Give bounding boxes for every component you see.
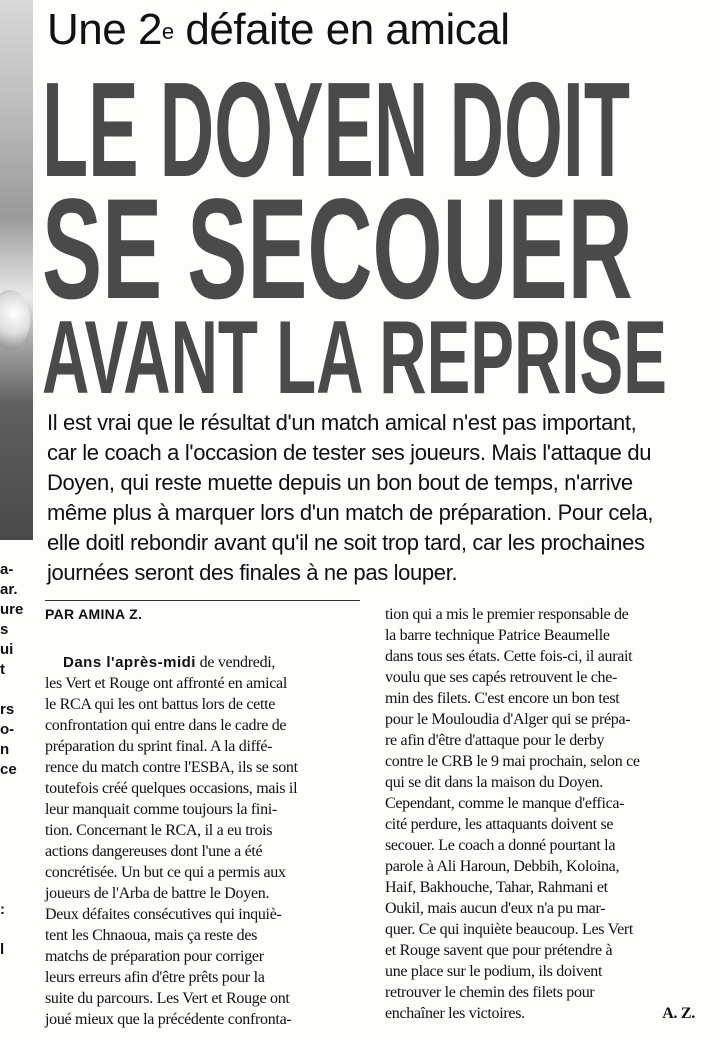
edge-fragment: ar. <box>0 581 18 598</box>
lead-line: elle doitl rebondir avant qu'il ne soit trop tard, car les prochaines <box>47 530 645 555</box>
lead-line: car le coach a l'occasion de tester ses joueurs. Mais l'attaque du <box>47 440 652 465</box>
edge-fragment <box>0 880 33 900</box>
author-signature: A. Z. <box>662 1005 695 1022</box>
edge-fragment: s <box>0 621 9 638</box>
headline-line-1: LE DOYEN DOIT <box>42 54 631 205</box>
text-line: re afin d'être d'attaque pour le derby <box>385 732 605 749</box>
edge-fragment <box>0 820 33 840</box>
edge-fragment: a- <box>0 561 14 578</box>
text-line: tion qui a mis le premier responsable de <box>385 606 629 623</box>
lead-line: Il est vrai que le résultat d'un match amical n'est pas important, <box>47 410 637 435</box>
text-line: Oukil, mais aucun d'eux n'a pu mar- <box>385 900 606 917</box>
text-line: retrouver le chemin des filets pour <box>385 984 595 1001</box>
edge-fragment: : <box>0 901 5 918</box>
column-2-body <box>385 604 707 1003</box>
text-line: pour le Mouloudia d'Alger qui se prépa- <box>385 711 631 728</box>
edge-fragment: rs <box>0 701 15 718</box>
headline-line-2: SE SECOUER <box>42 170 633 329</box>
edge-fragment: ure <box>0 601 24 618</box>
edge-fragment: ui <box>0 641 14 658</box>
column-last-line: enchaîner les victoires. A. Z. <box>385 1005 695 1022</box>
lead-in-words: Dans l'après-midi <box>63 654 196 671</box>
edge-fragment <box>0 840 33 860</box>
text-line: les Vert et Rouge ont affronté en amical <box>45 675 287 692</box>
kicker: Une 2e défaite en amical <box>47 5 510 54</box>
text-line: cité perdure, les attaquants doivent se <box>385 816 614 833</box>
edge-fragment: n <box>0 741 10 758</box>
text-line: actions dangereuses dont l'une a été <box>45 843 263 860</box>
edge-fragment: t <box>0 661 5 678</box>
text-line: parole à Ali Haroun, Debbih, Koloina, <box>385 858 620 875</box>
headline-line-3: AVANT LA REPRISE <box>42 300 667 416</box>
lead-line: même plus à marquer lors d'un match de préparation. Pour cela, <box>47 500 654 525</box>
edge-fragment: o- <box>0 721 15 738</box>
text-line: suite du parcours. Les Vert et Rouge ont <box>45 990 290 1007</box>
text-line: voulu que ses capés retrouvent le che- <box>385 669 618 686</box>
text-line: tent les Chnaoua, mais ça reste des <box>45 927 258 944</box>
text-line: contre le CRB le 9 mai prochain, selon ce <box>385 753 640 770</box>
text-line: concrétisée. Un but ce qui a permis aux <box>45 864 286 881</box>
edge-fragment <box>0 800 33 820</box>
text-line: une place sur le podium, ils doivent <box>385 963 603 980</box>
text-line: leur manquait comme toujours la fini- <box>45 801 277 818</box>
text-line: préparation du sprint final. A la diffé- <box>45 738 273 755</box>
column-first-line: Dans l'après-midi de vendredi, <box>45 652 363 673</box>
edge-fragment <box>0 920 33 940</box>
text-line: la barre technique Patrice Beaumelle <box>385 627 610 644</box>
text-line: rence du match contre l'ESBA, ils se sont <box>45 759 298 776</box>
football-image <box>0 290 30 350</box>
text-line: Haif, Bakhouche, Tahar, Rahmani et <box>385 879 608 896</box>
column-1-body <box>45 673 363 1030</box>
text-line: toutefois créé quelques occasions, mais il <box>45 780 298 797</box>
edge-fragment <box>0 860 33 880</box>
lead-line: journées seront des finales à ne pas louper. <box>47 560 458 585</box>
text-line: le RCA qui les ont battus lors de cette <box>45 696 276 713</box>
text-line: secouer. Le coach a donné pourtant la <box>385 837 616 854</box>
text-line: et Rouge savent que pour prétendre à <box>385 942 613 959</box>
lead-line: Doyen, qui reste muette depuis un bon bout de temps, n'arrive <box>47 470 633 495</box>
edge-fragment: ce <box>0 761 17 778</box>
text-line: matchs de préparation pour corriger <box>45 948 264 965</box>
cropped-photo <box>0 0 33 540</box>
text-line: quer. Ce qui inquiète beaucoup. Les Vert <box>385 921 634 938</box>
text-line: min des filets. C'est encore un bon test <box>385 690 620 707</box>
text-line: Cependant, comme le manque d'effica- <box>385 795 625 812</box>
text-line: Deux défaites consécutives qui inquiè- <box>45 906 282 923</box>
text-line: confrontation qui entre dans le cadre de <box>45 717 287 734</box>
text-line: joueurs de l'Arba de battre le Doyen. <box>45 885 270 902</box>
edge-fragment <box>0 680 33 700</box>
edge-fragment <box>0 780 33 800</box>
article-column-1 <box>45 652 363 1030</box>
lead-paragraph <box>47 408 707 588</box>
text-line: tion. Concernant le RCA, il a eu trois <box>45 822 273 839</box>
text-line: joué mieux que la précédente confronta- <box>45 1011 292 1028</box>
text-line: leurs erreurs afin d'être prêts pour la <box>45 969 265 986</box>
article-column-2 <box>385 604 707 1024</box>
edge-fragment: l <box>0 941 5 958</box>
adjacent-article-text <box>0 560 33 960</box>
adjacent-page-strip <box>0 0 33 1039</box>
byline: PAR AMINA Z. <box>45 600 360 622</box>
text-line: qui se dit dans la maison du Doyen. <box>385 774 603 791</box>
text-line: dans tous ses états. Cette fois-ci, il aurait <box>385 648 633 665</box>
